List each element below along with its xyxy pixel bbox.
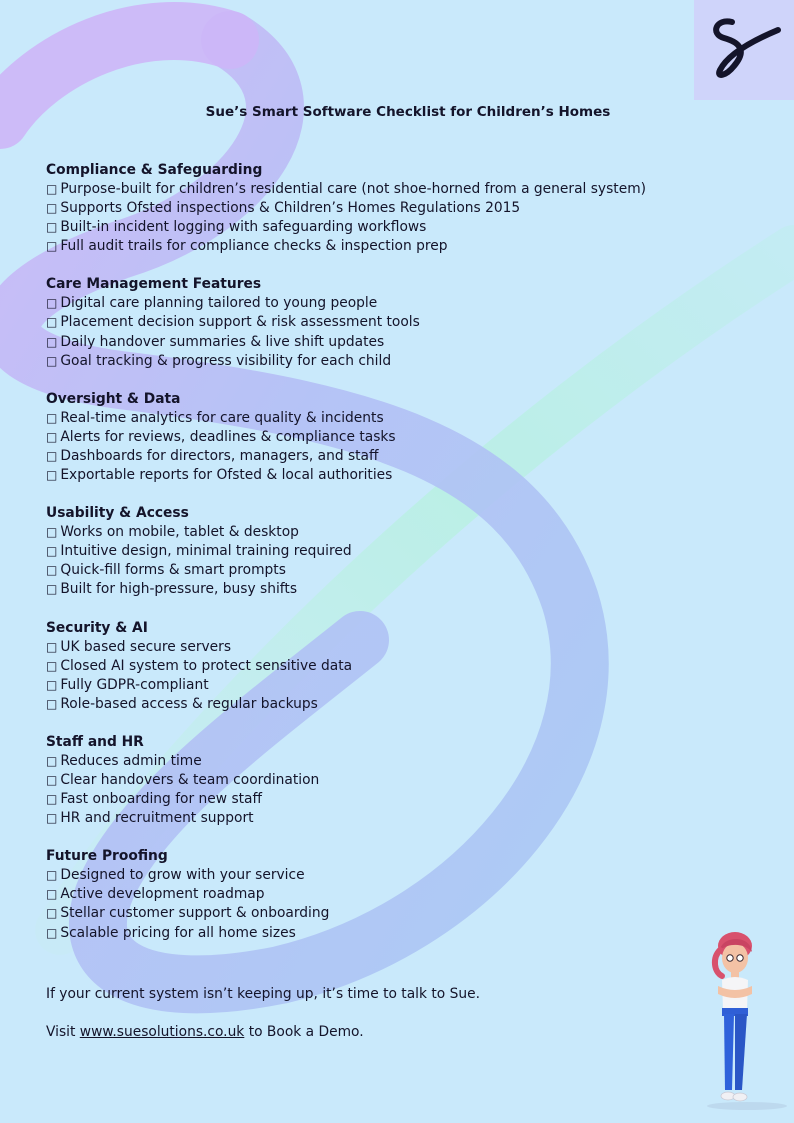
- checkbox-icon[interactable]: □: [46, 220, 58, 235]
- checklist-item: [46, 752, 696, 771]
- checklist-item: [46, 790, 696, 809]
- checkbox-icon[interactable]: □: [46, 639, 58, 654]
- visit-suffix: to Book a Demo.: [244, 1024, 364, 1040]
- checklist-item-text: Digital care planning tailored to young people: [60, 295, 378, 312]
- checklist-items: [46, 752, 696, 828]
- checklist-item: [46, 199, 696, 218]
- checklist-item-text: Placement decision support & risk assessment tools: [60, 314, 420, 331]
- checklist-item: [46, 657, 696, 676]
- checklist-item-text: Real-time analytics for care quality & incidents: [60, 409, 384, 426]
- checklist-item-text: HR and recruitment support: [60, 810, 254, 827]
- checklist-item: [46, 409, 696, 428]
- checklist-section: [46, 390, 696, 485]
- checkbox-icon[interactable]: □: [46, 925, 58, 940]
- section-heading: Security & AI: [46, 619, 148, 636]
- checkbox-icon[interactable]: □: [46, 448, 58, 463]
- checklist-items: [46, 294, 696, 370]
- section-heading: Usability & Access: [46, 505, 189, 522]
- checkbox-icon[interactable]: □: [46, 334, 58, 349]
- checklist-item-text: Alerts for reviews, deadlines & compliance tasks: [60, 428, 396, 445]
- checklist-items: [46, 638, 696, 714]
- checklist-item: [46, 447, 696, 466]
- checkbox-icon[interactable]: □: [46, 658, 58, 673]
- checklist-item: [46, 676, 696, 695]
- checklist-item-text: Works on mobile, tablet & desktop: [60, 524, 299, 541]
- checkbox-icon[interactable]: □: [46, 582, 58, 597]
- section-heading: Care Management Features: [46, 276, 262, 293]
- checklist-item-text: Built for high-pressure, busy shifts: [60, 581, 298, 598]
- checklist-section: [46, 847, 696, 942]
- checklist-item: [46, 866, 696, 885]
- checklist-item: [46, 237, 696, 256]
- checklist-items: [46, 409, 696, 485]
- checkbox-icon[interactable]: □: [46, 792, 58, 807]
- checklist-item-text: Designed to grow with your service: [60, 867, 305, 884]
- checklist-item: [46, 561, 696, 580]
- website-link[interactable]: www.suesolutions.co.uk: [79, 1024, 245, 1040]
- checkbox-icon[interactable]: □: [46, 353, 58, 368]
- checklist-item: [46, 294, 696, 313]
- checklist-item: [46, 523, 696, 542]
- checklist-item-text: Purpose-built for children’s residential care (not shoe-horned from a general system): [60, 181, 647, 197]
- checklist-item: [46, 428, 696, 447]
- checkbox-icon[interactable]: □: [46, 772, 58, 787]
- checklist-items: [46, 866, 696, 942]
- checklist-item-text: Built-in incident logging with safeguarding workflows: [60, 219, 427, 236]
- checklist-item-text: Stellar customer support & onboarding: [60, 905, 330, 922]
- checkbox-icon[interactable]: □: [46, 182, 58, 196]
- checklist-item: [46, 695, 696, 714]
- checklist-section: [46, 733, 696, 828]
- checkbox-icon[interactable]: □: [46, 887, 58, 902]
- checklist-items: [46, 180, 696, 256]
- visit-line: [46, 1023, 480, 1042]
- checklist-item-text: Clear handovers & team coordination: [60, 771, 320, 788]
- checklist-item: [46, 466, 696, 485]
- cta-text: If your current system isn’t keeping up, it’s time to talk to Sue.: [46, 986, 480, 1002]
- checkbox-icon[interactable]: □: [46, 525, 58, 540]
- checkbox-icon[interactable]: □: [46, 201, 58, 216]
- checklist-item-text: Scalable pricing for all home sizes: [60, 924, 296, 941]
- checkbox-icon[interactable]: □: [46, 677, 58, 692]
- checklist-item: [46, 904, 696, 923]
- page-title: Sue’s Smart Software Checklist for Children’s Homes: [205, 104, 611, 120]
- checklist-item: [46, 333, 696, 352]
- checklist-section: [46, 504, 696, 599]
- checklist-item: [46, 809, 696, 828]
- section-heading: Oversight & Data: [46, 390, 181, 407]
- checklist-item-text: Quick-fill forms & smart prompts: [60, 562, 286, 579]
- checklist-item: [46, 180, 696, 199]
- checklist-item-text: Active development roadmap: [60, 886, 265, 903]
- checklist-item-text: Closed AI system to protect sensitive data: [60, 657, 353, 674]
- checkbox-icon[interactable]: □: [46, 868, 58, 883]
- section-heading: Staff and HR: [46, 733, 144, 750]
- checklist-section: [46, 275, 696, 370]
- checkbox-icon[interactable]: □: [46, 468, 58, 483]
- checkbox-icon[interactable]: □: [46, 315, 58, 330]
- checklist-item-text: Dashboards for directors, managers, and staff: [60, 447, 379, 464]
- checklist-item: [46, 580, 696, 599]
- checklist-section: [46, 161, 696, 256]
- checklist-item: [46, 638, 696, 657]
- checklist-item-text: Full audit trails for compliance checks & inspection prep: [60, 238, 448, 255]
- footer: [46, 985, 480, 1042]
- checklist-item-text: Goal tracking & progress visibility for each child: [60, 352, 392, 369]
- section-heading: Future Proofing: [46, 848, 168, 865]
- checklist-item: [46, 313, 696, 332]
- section-heading: Compliance & Safeguarding: [46, 162, 263, 178]
- checkbox-icon[interactable]: □: [46, 811, 58, 826]
- checkbox-icon[interactable]: □: [46, 544, 58, 559]
- checkbox-icon[interactable]: □: [46, 239, 58, 254]
- checkbox-icon[interactable]: □: [46, 753, 58, 768]
- checklist-item-text: Role-based access & regular backups: [60, 695, 318, 712]
- checklist-item-text: Fast onboarding for new staff: [60, 791, 263, 808]
- checklist-item-text: Exportable reports for Ofsted & local authorities: [60, 467, 393, 484]
- checklist: [46, 161, 696, 962]
- checklist-section: [46, 619, 696, 714]
- checklist-item-text: Intuitive design, minimal training required: [60, 543, 352, 560]
- checklist-item: [46, 924, 696, 943]
- visit-prefix: Visit: [46, 1024, 80, 1040]
- checklist-item-text: Fully GDPR-compliant: [60, 676, 209, 693]
- checkbox-icon[interactable]: □: [46, 906, 58, 921]
- checkbox-icon[interactable]: □: [46, 696, 58, 711]
- checklist-item: [46, 352, 696, 371]
- checklist-item: [46, 218, 696, 237]
- brand-logo: [694, 0, 794, 100]
- checklist-item-text: Supports Ofsted inspections & Children’s Homes Regulations 2015: [60, 200, 521, 217]
- sue-character-illustration: [700, 928, 794, 1113]
- checkbox-icon[interactable]: □: [46, 429, 58, 444]
- checkbox-icon[interactable]: □: [46, 410, 58, 425]
- checklist-item-text: UK based secure servers: [60, 638, 232, 655]
- checkbox-icon[interactable]: □: [46, 563, 58, 578]
- checklist-item: [46, 885, 696, 904]
- checklist-item-text: Reduces admin time: [60, 752, 202, 769]
- checklist-items: [46, 523, 696, 599]
- checklist-item-text: Daily handover summaries & live shift updates: [60, 333, 385, 350]
- checklist-item: [46, 542, 696, 561]
- checklist-item: [46, 771, 696, 790]
- sue-logo-icon: [694, 0, 794, 100]
- checkbox-icon[interactable]: □: [46, 296, 58, 311]
